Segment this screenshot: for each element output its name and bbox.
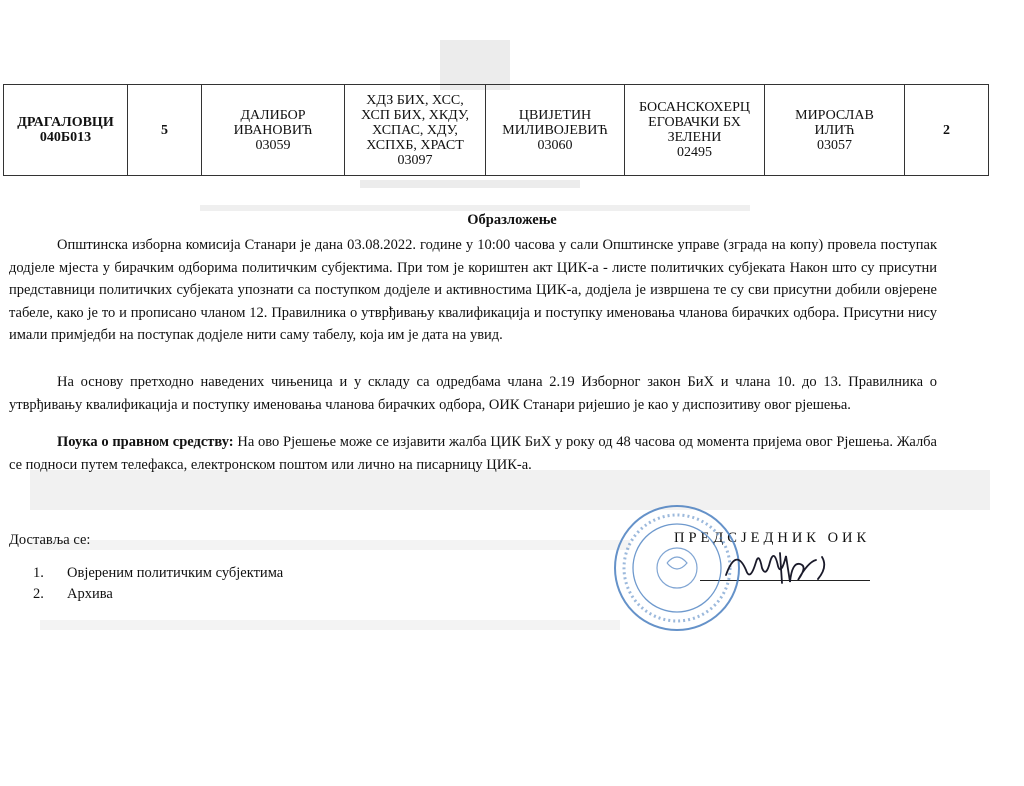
table-row [4, 85, 989, 176]
section-heading: Образложење [467, 212, 557, 228]
polling-station-cell: ДРАГАЛОВЦИ 040Б013 [4, 85, 128, 176]
list-item: 2. Архива [33, 586, 113, 602]
delivery-list [9, 563, 283, 605]
delivery-label: Достављa се: [9, 532, 91, 548]
member-cell: ЦВИЈЕТИН МИЛИВОЈЕВИЋ 03060 [486, 85, 625, 176]
paragraph-legal-basis: На основу претходно наведених чињеница и у складу са одредбама члана 2.19 Изборног закон БиХ и члана 10. до 13. Правилника о утврђивању квалификација и поступку именовања чланова бирачких одбора, ОИК Станари ријешио је као у диспозитиву овог рјешења. [9, 374, 937, 413]
list-item: 1. Овјереним политичким субјектима [33, 565, 284, 581]
count-cell: 5 [128, 85, 202, 176]
paragraph-reasoning: Општинска изборна комисија Станари је дана 03.08.2022. године у 10:00 часова у сали Општинске управе (зграда на копу) провела поступак додјеле мјеста у бирачким одборима политичким субјектима. При том је кориштен акт ЦИК-а - листе политичких субјеката Након што су присутни представници политичких субјеката упознати са поступком додјеле и активностима ЦИК-а, додјела је извршена те су сви присутни добили овјерене табеле, како је то и прописано чланом 12. Правилника о утврђивању квалификација и поступку именовања чланова бирачких одбора. Присутни нису имали примједби на поступак додјеле нити саму табелу, која им је дата на увид. [9, 237, 937, 343]
last-cell: 2 [905, 85, 989, 176]
paragraph-legal-remedy [9, 431, 937, 476]
party-cell: ХДЗ БИХ, ХСС, ХСП БИХ, ХКДУ, ХСПАС, ХДУ, ХСПХБ, ХРАСТ 03097 [345, 85, 486, 176]
member-cell: ДАЛИБОР ИВАНОВИЋ 03059 [202, 85, 345, 176]
legal-remedy-label: Поука о правном средству: [57, 434, 234, 450]
handwritten-signature [718, 545, 848, 590]
legal-remedy-text: На ово Рјешење може се изјавити жалба ЦИК БиХ у року од 48 часова од момента пријема овог Рјешења. Жалба се подноси путем телефакса, електронском поштом или лично на писарницу ЦИК-а. [9, 434, 937, 473]
member-cell: МИРОСЛАВ ИЛИЋ 03057 [765, 85, 905, 176]
party-cell: БОСАНСКОХЕРЦ ЕГОВАЧКИ БХ ЗЕЛЕНИ 02495 [625, 85, 765, 176]
president-label: ПРЕДСЈЕДНИК ОИК [674, 530, 871, 546]
committee-table [3, 84, 989, 176]
